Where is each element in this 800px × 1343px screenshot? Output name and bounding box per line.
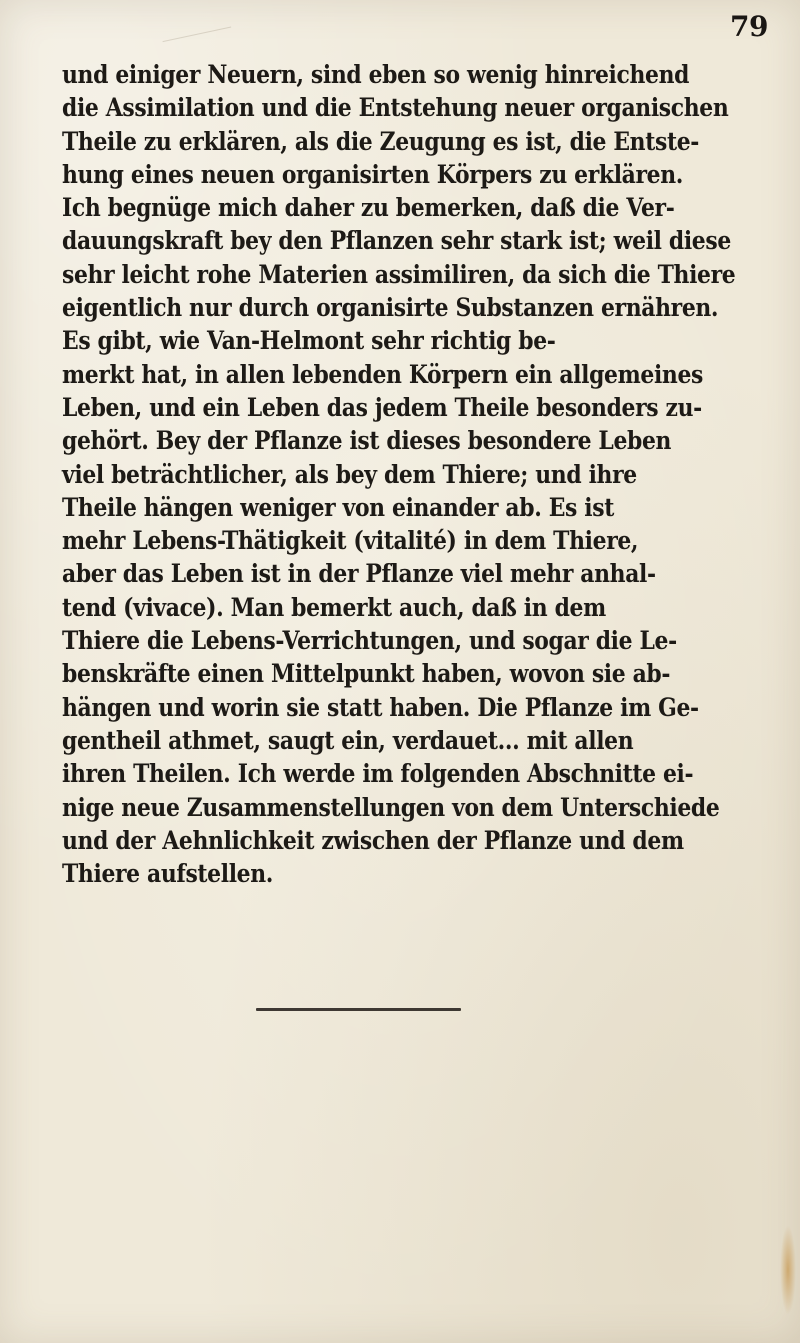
text-line: und einiger Neuern, sind eben so wenig hinreichend xyxy=(62,60,690,89)
text-line: und der Aehnlichkeit zwischen der Pflanze und dem xyxy=(62,825,684,855)
text-line: Es gibt, wie Van-Helmont sehr richtig be- xyxy=(62,326,556,356)
text-line: eigentlich nur durch organisirte Substanzen ernähren. xyxy=(62,293,719,323)
text-line: nige neue Zusammenstellungen von dem Unterschiede xyxy=(62,792,720,822)
text-line: merkt hat, in allen lebenden Körpern ein allgemeines xyxy=(62,359,703,389)
text-line: viel beträchtlicher, als bey dem Thiere; und ihre xyxy=(62,459,637,489)
paper-crease-mark xyxy=(159,9,231,42)
text-line: gentheil athmet, saugt ein, verdauet... mit allen xyxy=(62,725,634,755)
paper-stain xyxy=(780,1225,796,1315)
text-line: die Assimilation und die Entstehung neuer organischen xyxy=(62,93,729,123)
text-line: Theile zu erklären, als die Zeugung es ist, die Entste- xyxy=(62,126,700,156)
text-line: hängen und worin sie statt haben. Die Pflanze im Ge- xyxy=(62,692,699,722)
text-line: Leben, und ein Leben das jedem Theile besonders zu- xyxy=(62,392,702,422)
text-line: sehr leicht rohe Materien assimiliren, da sich die Thiere xyxy=(62,259,736,289)
text-line: Thiere die Lebens-Verrichtungen, und sogar die Le- xyxy=(62,626,677,656)
text-line: Ich begnüge mich daher zu bemerken, daß die Ver- xyxy=(62,193,675,223)
text-line: Thiere aufstellen. xyxy=(62,859,274,889)
text-line: aber das Leben ist in der Pflanze viel mehr anhal- xyxy=(62,559,656,589)
text-line: hung eines neuen organisirten Körpers zu erklären. xyxy=(62,159,684,189)
text-line: mehr Lebens-Thätigkeit (vitalité) in dem Thiere, xyxy=(62,526,639,556)
text-line: benskräfte einen Mittelpunkt haben, wovon sie ab- xyxy=(62,659,671,689)
text-line: Theile hängen weniger von einander ab. Es ist xyxy=(62,492,614,522)
body-text xyxy=(62,58,762,890)
text-line: ihren Theilen. Ich werde im folgenden Abschnitte ei- xyxy=(62,759,694,789)
text-line: tend (vivace). Man bemerkt auch, daß in dem xyxy=(62,592,606,622)
text-line: gehört. Bey der Pflanze ist dieses besondere Leben xyxy=(62,426,672,456)
page-number: 79 xyxy=(730,10,768,43)
section-end-rule xyxy=(256,1008,461,1011)
text-line: dauungskraft bey den Pflanzen sehr stark ist; weil diese xyxy=(62,226,731,256)
